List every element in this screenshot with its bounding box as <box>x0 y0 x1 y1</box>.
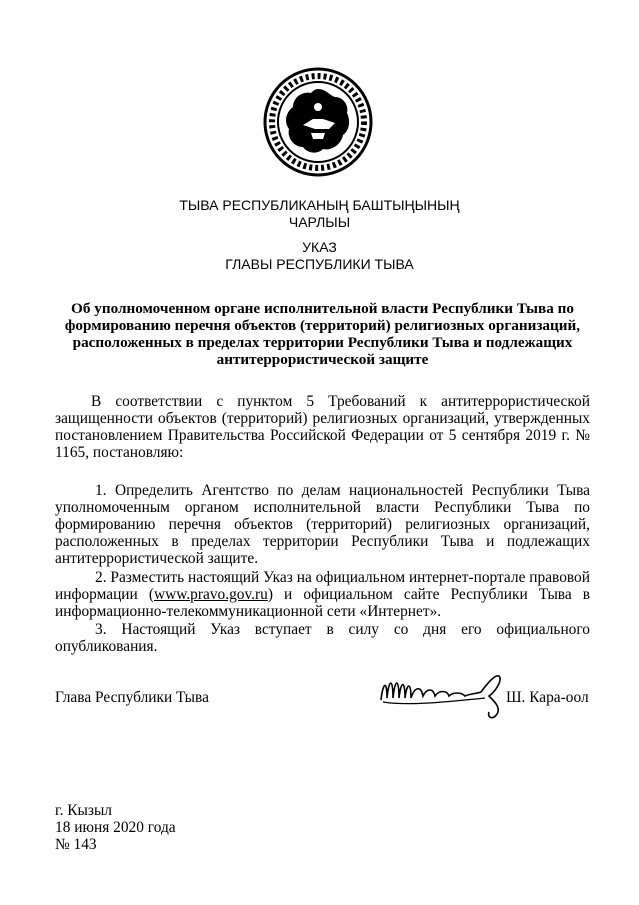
subject-line1: Об уполномоченном органе исполнительной власти Республики Тыва по <box>71 300 574 317</box>
subject-line2: формированию перечня объектов (территорий) религиозных организаций, <box>64 317 581 334</box>
decree-number: № 143 <box>55 836 97 853</box>
emblem-seal <box>263 67 373 177</box>
signatory-name: Ш. Кара-оол <box>506 689 589 706</box>
item-2-paragraph <box>55 569 590 620</box>
place: г. Кызыл <box>55 802 112 819</box>
item-2-text-before: 2. Разместить настоящий Указ на официальном интернет-портале правовой информации ( <box>55 569 590 603</box>
item-3-paragraph: 3. Настоящий Указ вступает в силу со дня его официального опубликования. <box>55 621 590 655</box>
subject-line4: антитеррористической защите <box>216 351 429 368</box>
place-date-number <box>55 802 176 853</box>
decree-title-line2: ГЛАВЫ РЕСПУБЛИКИ ТЫВА <box>225 256 414 272</box>
subject-line3: расположенных в пределах территории Республики Тыва и подлежащих <box>72 334 573 351</box>
pravo-link[interactable]: www.pravo.gov.ru <box>153 586 268 603</box>
item-1-paragraph: 1. Определить Агентство по делам национальностей Республики Тыва уполномоченным органом исполнительной власти Республики Тыва по формированию перечня объектов (территорий) религиозных организаций, расположенных в пределах территории Республики Тыва и подлежащих антитеррористической защите. <box>55 482 590 567</box>
decree-title-line1: УКАЗ <box>302 239 337 255</box>
decree-title <box>0 239 639 273</box>
decree-subject <box>50 300 595 368</box>
tuvan-title <box>0 197 639 231</box>
preamble-paragraph: В соответствии с пунктом 5 Требований к антитеррористической защищенности объектов (территорий) религиозных организаций, утвержденных постановлением Правительства Российской Федерации от 5 сентября 2019 г. № 1165, постановляю: <box>55 393 590 461</box>
item-2-text-after: ) и официальном сайте Республики Тыва в информационно-телекоммуникационной сети «Интернет». <box>55 586 591 620</box>
date: 18 июня 2020 года <box>55 819 176 836</box>
signatory-position: Глава Республики Тыва <box>55 689 209 706</box>
tuvan-title-line2: ЧАРЛЫЫ <box>288 214 351 230</box>
tuvan-title-line1: ТЫВА РЕСПУБЛИКАНЫҢ БАШТЫҢЫНЫҢ <box>179 197 460 213</box>
handwritten-signature <box>377 662 512 722</box>
